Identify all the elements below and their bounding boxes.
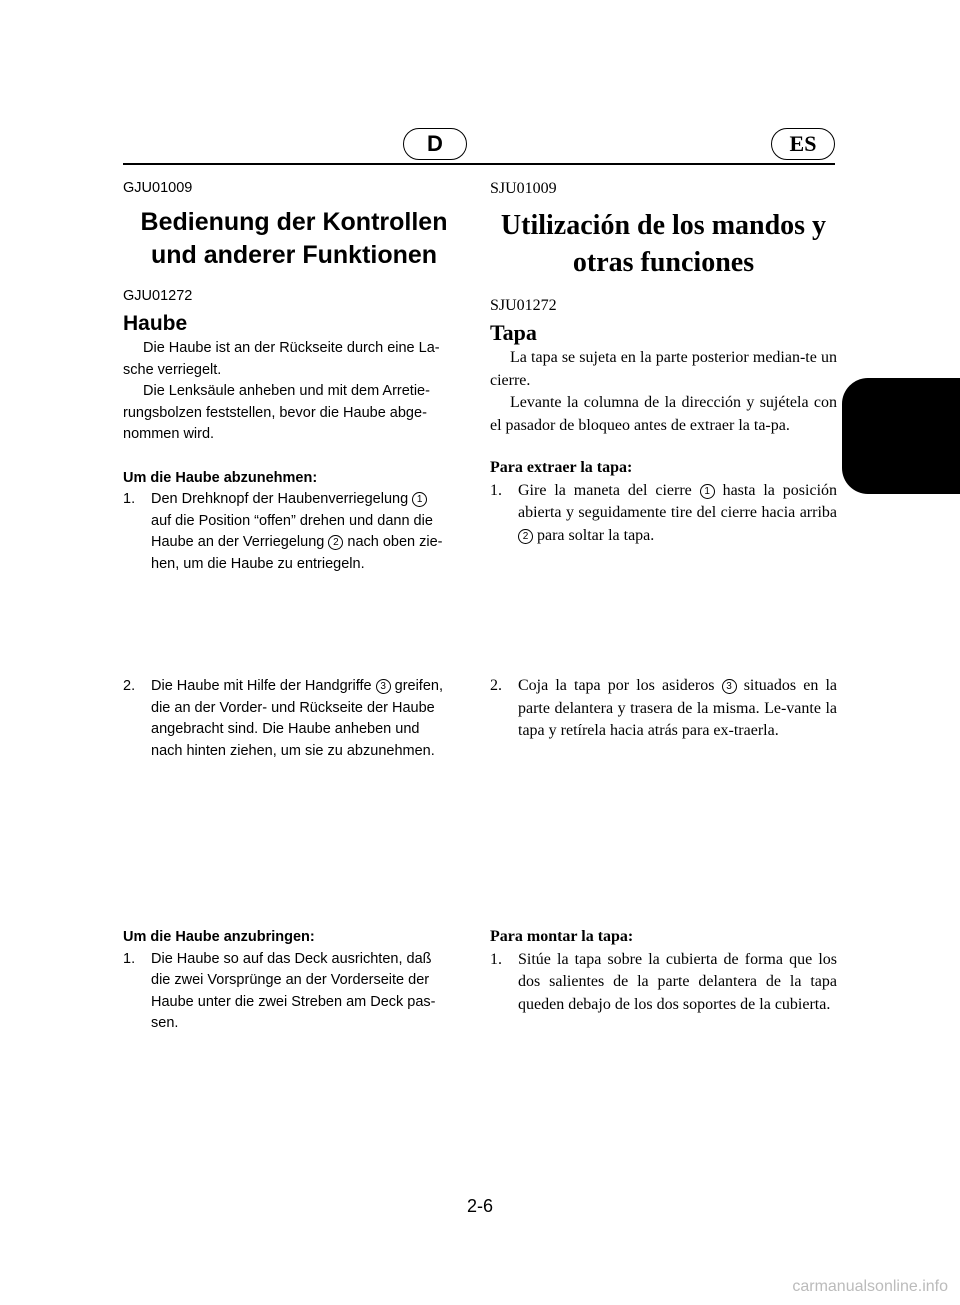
spanish-column <box>490 178 837 547</box>
remove-heading: Um die Haube abzunehmen: <box>123 469 318 486</box>
language-badge-de: D <box>403 128 467 160</box>
subsection-code: SJU01272 <box>490 296 557 314</box>
install-heading: Para montar la tapa: <box>490 928 634 945</box>
remove-step-2: 2. Die Haube mit Hilfe der Handgriffe 3 greifen, die an der Vorder- und Rückseite der Haube angebracht sind. Die Haube anheben und nach hinten ziehen, um sie zu abzunehmen. <box>123 678 443 759</box>
subsection-code: GJU01272 <box>123 287 193 304</box>
install-section-de <box>123 927 465 1035</box>
install-step-1: 1. Sitúe la tapa sobre la cubierta de forma que los dos salientes de la parte delantera de la tapa queden debajo de los dos soportes de la cubierta. <box>490 950 837 1013</box>
section-code: SJU01009 <box>490 180 557 197</box>
remove-step-1: 1. Den Drehknopf der Haubenverriegelung 1 auf die Position “offen” drehen und dann die Haube an der Verriegelung 2 nach oben zie- hen, um die Haube zu entriegeln. <box>123 491 443 572</box>
remove-step-2-es: 2. Coja la tapa por los asideros 3 situados en la parte delantera y trasera de la misma. Le-vante la tapa y retírela hacia atrás para ex-traerla. <box>490 677 838 739</box>
section-title-line: Bedienung der Kontrollen <box>140 207 448 236</box>
callout-3-icon: 3 <box>722 679 737 694</box>
section-title <box>490 207 837 281</box>
intro-paragraph-2: Die Lenksäule anheben und mit dem Arretie- rungsbolzen feststellen, bevor die Haube abge- nommen wird. <box>123 383 430 442</box>
callout-2-icon: 2 <box>518 529 533 544</box>
section-title-line: otras funciones <box>572 246 755 278</box>
remove-step-1: 1. Gire la maneta del cierre 1 hasta la posición abierta y seguidamente tire del cierre hacia arriba 2 para soltar la tapa. <box>490 481 838 544</box>
section-tab <box>842 378 960 494</box>
subsection-heading: Tapa <box>490 320 537 345</box>
subsection-heading: Haube <box>123 312 188 335</box>
remove-heading: Para extraer la tapa: <box>490 459 633 476</box>
header-rule <box>123 163 835 165</box>
section-title-line: Utilización de los mandos y <box>500 209 827 241</box>
callout-1-icon: 1 <box>700 484 715 499</box>
callout-2-icon: 2 <box>328 535 343 550</box>
page-number: 2-6 <box>466 1196 493 1216</box>
section-title <box>123 206 465 272</box>
intro-paragraph-1: Die Haube ist an der Rückseite durch eine La- sche verriegelt. <box>123 340 440 378</box>
section-title-line: und anderer Funktionen <box>150 240 438 269</box>
install-heading: Um die Haube anzubringen: <box>123 929 315 945</box>
language-badge-es: ES <box>771 128 835 160</box>
callout-3-icon: 3 <box>376 679 391 694</box>
intro-paragraph-1: La tapa se sujeta en la parte posterior median-te un cierre. <box>490 349 837 389</box>
watermark: carmanualsonline.info <box>792 1278 948 1295</box>
section-code: GJU01009 <box>123 180 193 196</box>
intro-paragraph-2: Levante la columna de la dirección y sujétela con el pasador de bloqueo antes de extraer la ta-pa. <box>490 394 837 434</box>
install-step-1: 1. Die Haube so auf das Deck ausrichten, daß die zwei Vorsprünge an der Vorderseite der Haube unter die zwei Streben am Deck pas- sen. <box>123 950 436 1031</box>
install-section-es <box>490 926 837 1016</box>
german-column <box>123 178 465 575</box>
callout-1-icon: 1 <box>412 492 427 507</box>
